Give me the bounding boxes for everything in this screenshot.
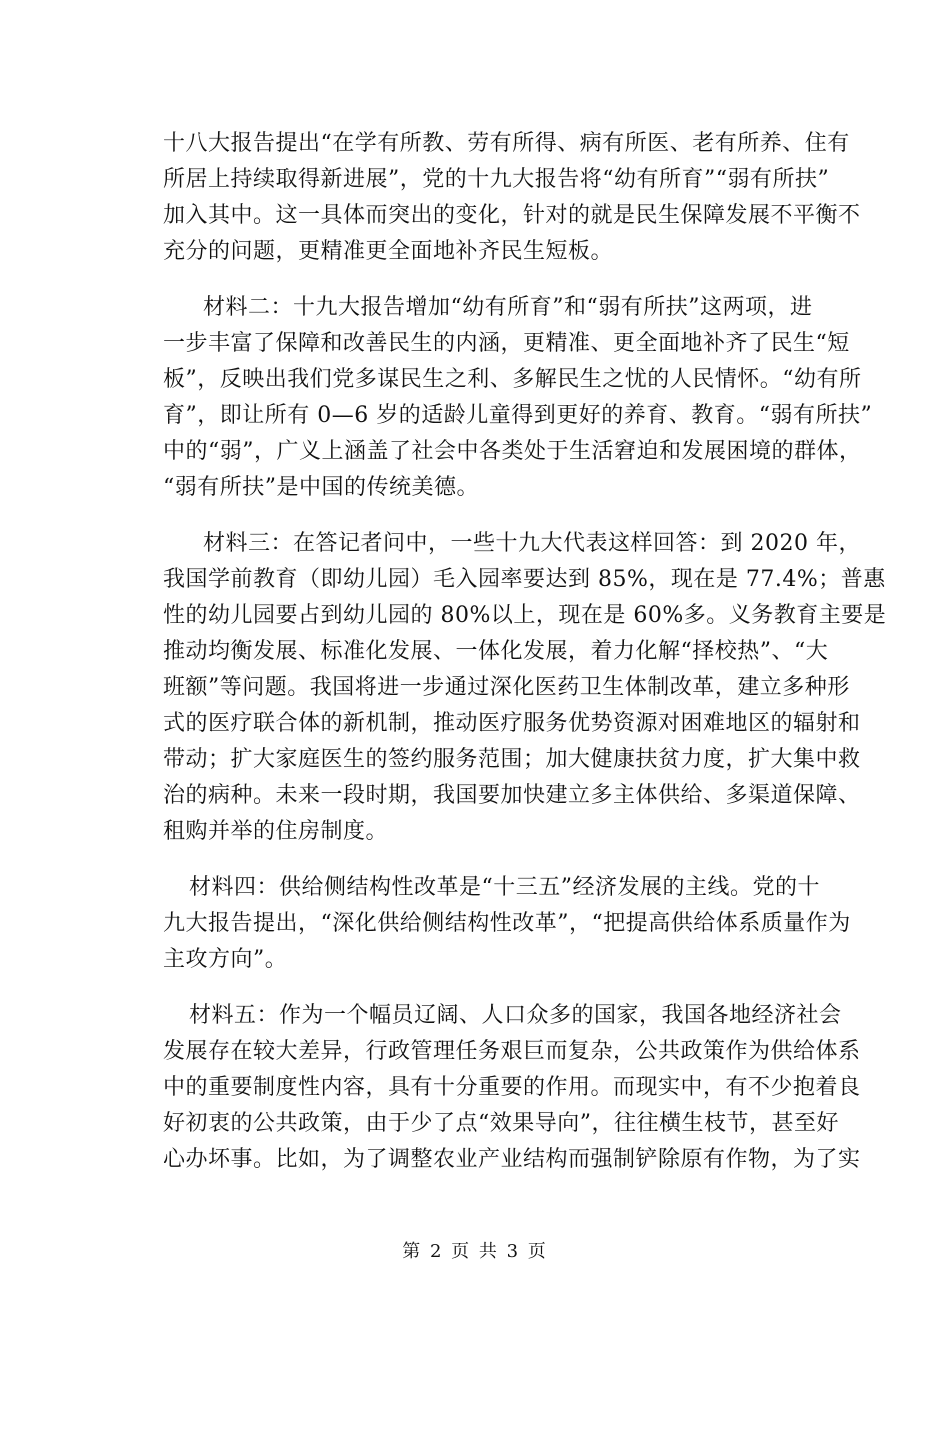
text-line: 板”，反映出我们党多谋民生之利、多解民生之忧的人民情怀。“幼有所	[163, 367, 862, 392]
text-line: 所居上持续取得新进展”，党的十九大报告将“幼有所育”“弱有所扶”	[163, 167, 830, 192]
text-line: 材料三：在答记者问中，一些十九大代表这样回答：到 2020 年，	[203, 531, 861, 556]
text-line: 式的医疗联合体的新机制，推动医疗服务优势资源对困难地区的辐射和	[163, 711, 861, 736]
paragraph-material-4	[163, 870, 851, 978]
text-line: 材料四：供给侧结构性改革是“十三五”经济发展的主线。党的十	[189, 875, 820, 900]
text-line: 班额”等问题。我国将进一步通过深化医药卫生体制改革，建立多种形	[163, 675, 850, 700]
text-line: 育”，即让所有 0—6 岁的适龄儿童得到更好的养育、教育。“弱有所扶”	[163, 403, 873, 428]
text-line: 加入其中。这一具体而突出的变化，针对的就是民生保障发展不平衡不	[163, 203, 861, 228]
document-body	[163, 126, 887, 1198]
text-line: 中的“弱”，广义上涵盖了社会中各类处于生活窘迫和发展困境的群体，	[163, 439, 862, 464]
page-number-footer: 第 2 页 共 3 页	[402, 1241, 548, 1262]
paragraph-material-2	[163, 290, 873, 506]
text-line: 性的幼儿园要占到幼儿园的 80%以上，现在是 60%多。义务教育主要是	[163, 603, 887, 628]
paragraph-material-5	[163, 998, 861, 1178]
text-line: 推动均衡发展、标准化发展、一体化发展，着力化解“择校热”、“大	[163, 639, 829, 664]
text-line: 心办坏事。比如，为了调整农业产业结构而强制铲除原有作物，为了实	[163, 1147, 861, 1172]
text-line: 材料二：十九大报告增加“幼有所育”和“弱有所扶”这两项，进	[203, 295, 813, 320]
text-line: 充分的问题，更精准更全面地补齐民生短板。	[163, 239, 614, 264]
text-line: “弱有所扶”是中国的传统美德。	[163, 475, 479, 500]
text-line: 中的重要制度性内容，具有十分重要的作用。而现实中，有不少抱着良	[163, 1075, 861, 1100]
paragraph-material-3	[163, 526, 887, 850]
text-line: 主攻方向”。	[163, 947, 288, 972]
text-line: 治的病种。未来一段时期，我国要加快建立多主体供给、多渠道保障、	[163, 783, 861, 808]
text-line: 发展存在较大差异，行政管理任务艰巨而复杂，公共政策作为供给体系	[163, 1039, 861, 1064]
text-line: 材料五：作为一个幅员辽阔、人口众多的国家，我国各地经济社会	[189, 1003, 842, 1028]
paragraph-continued	[163, 126, 861, 270]
text-line: 一步丰富了保障和改善民生的内涵，更精准、更全面地补齐了民生“短	[163, 331, 850, 356]
text-line: 十八大报告提出“在学有所教、劳有所得、病有所医、老有所养、住有	[163, 131, 850, 156]
text-line: 租购并举的住房制度。	[163, 819, 389, 844]
text-line: 带动；扩大家庭医生的签约服务范围；加大健康扶贫力度，扩大集中救	[163, 747, 861, 772]
text-line: 好初衷的公共政策，由于少了点“效果导向”，往往横生枝节，甚至好	[163, 1111, 839, 1136]
text-line: 我国学前教育（即幼儿园）毛入园率要达到 85%，现在是 77.4%；普惠	[163, 567, 886, 592]
text-line: 九大报告提出，“深化供给侧结构性改革”，“把提高供给体系质量作为	[163, 911, 851, 936]
